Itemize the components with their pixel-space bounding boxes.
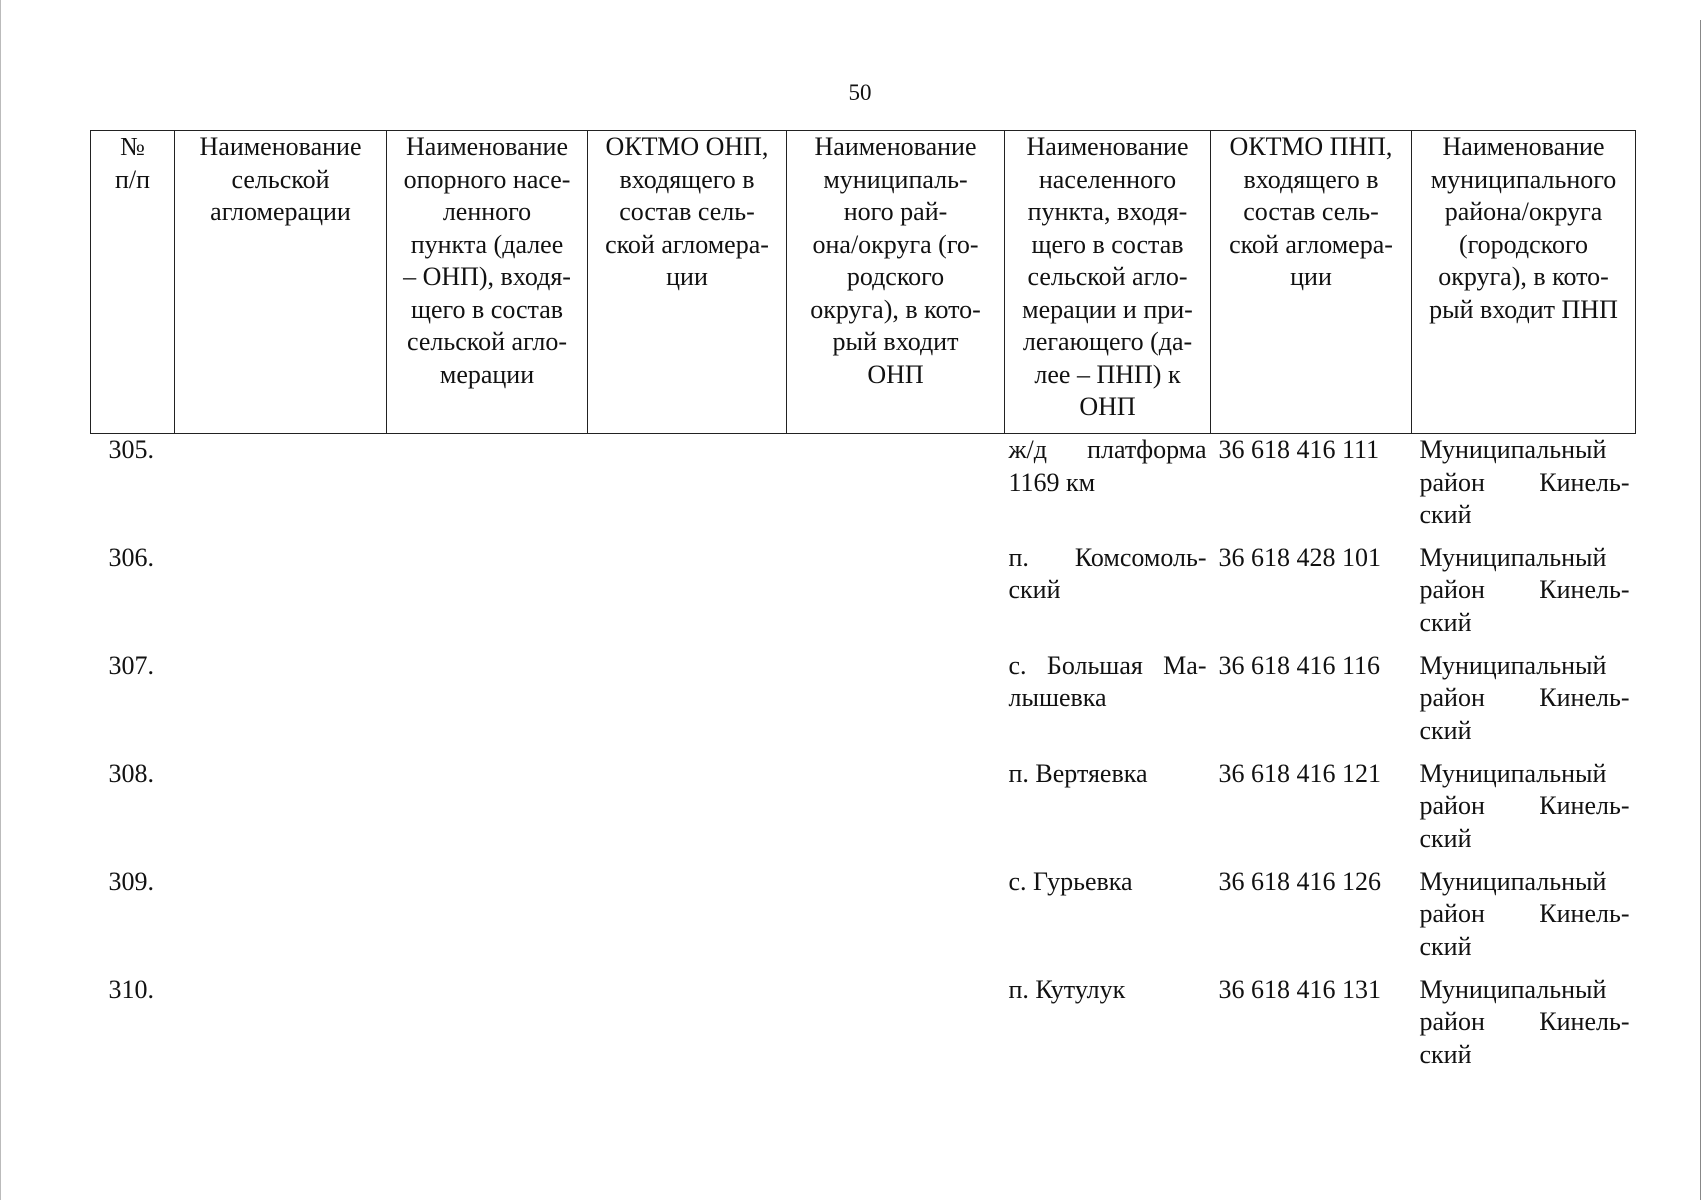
row-number: 309. [108,866,154,896]
header-oktmo-pnp [1211,131,1412,434]
agglomeration-table [90,130,1636,1074]
header-line: ской агломера- [1229,229,1393,259]
adjacent-settlement-cell: п. Вертяевка [1008,758,1148,788]
header-line: ОНП [867,359,924,389]
header-line: муниципального [1430,164,1617,194]
header-line: пункта, входя- [1027,197,1188,226]
header-line: округа), в кото- [810,294,981,324]
header-line: входящего в [1243,164,1379,194]
header-district-onp [787,131,1005,434]
district-onp-cell [787,434,1005,542]
header-line: ленного [442,197,532,226]
oktmo-pnp-cell: 36 618 428 101 [1218,542,1381,572]
oktmo-onp-cell [588,434,787,542]
base-settlement-cell [387,650,588,758]
header-adjacent-settlement-name [1005,131,1211,434]
agglomeration-name-cell [175,650,387,758]
row-number: 310. [108,974,154,1004]
header-line: населенного [1038,164,1177,194]
header-line: ции [666,262,708,291]
agglomeration-name-cell [175,974,387,1074]
agglomeration-name-cell [175,866,387,974]
header-line: ской агломера- [605,229,769,259]
header-line: лее – ПНП) к [1034,359,1181,389]
header-line: Наименование [1026,132,1189,161]
table-body [91,434,1636,1074]
scan-left-edge [0,0,1,1200]
header-line: Наименование [1442,132,1605,161]
header-line: пункта (далее [410,229,564,259]
header-line: сельской агло- [1027,262,1188,291]
adjacent-settlement-cell: п. Кутулук [1008,974,1126,1004]
header-line: п/п [114,164,151,194]
adjacent-settlement-cell: с. Большая Ма-лышевка [1008,650,1207,712]
table-row [91,758,1636,866]
oktmo-pnp-cell: 36 618 416 116 [1218,650,1381,680]
header-line: рый входит ПНП [1429,294,1618,324]
oktmo-onp-cell [588,866,787,974]
adjacent-settlement-cell: ж/д платформа 1169 км [1008,435,1207,497]
table-row [91,866,1636,974]
row-number: 305. [108,435,154,464]
table-header [91,131,1636,434]
adjacent-settlement-cell: с. Гурьевка [1008,866,1133,896]
header-line: ОКТМО ПНП, [1229,132,1393,161]
base-settlement-cell [387,434,588,542]
agglomeration-name-cell [175,434,387,542]
adjacent-settlement-cell: п. Комсомоль-ский [1008,542,1207,604]
header-line: Наименование [814,132,977,161]
row-number: 306. [108,542,154,572]
header-base-settlement-name [387,131,588,434]
header-line: – ОНП), входя- [403,262,571,291]
header-line: она/округа (го- [812,229,979,259]
oktmo-onp-cell [588,758,787,866]
base-settlement-cell [387,866,588,974]
header-line: состав сель- [1243,197,1379,226]
header-line: входящего в [619,164,755,194]
district-pnp-cell: Муниципальный район Кинель-ский [1419,650,1630,745]
base-settlement-cell [387,974,588,1074]
oktmo-onp-cell [588,542,787,650]
header-line: ного рай- [843,197,948,226]
header-line: муниципаль- [823,164,968,194]
header-line: агломерации [210,197,351,226]
oktmo-pnp-cell: 36 618 416 121 [1218,758,1381,788]
oktmo-pnp-cell: 36 618 416 111 [1218,435,1380,464]
district-onp-cell [787,542,1005,650]
header-line: рый входит [832,327,959,356]
table-row [91,974,1636,1074]
oktmo-onp-cell [588,650,787,758]
base-settlement-cell [387,542,588,650]
district-onp-cell [787,758,1005,866]
page-number: 50 [848,80,872,105]
header-line: округа), в кото- [1438,262,1609,291]
district-pnp-cell: Муниципальный район Кинель-ский [1419,974,1630,1069]
table-row [91,434,1636,542]
row-number: 308. [108,758,154,788]
header-line: ОКТМО ОНП, [605,132,769,161]
header-line: щего в состав [410,294,564,324]
base-settlement-cell [387,758,588,866]
header-row [91,131,1636,434]
district-pnp-cell: Муниципальный район Кинель-ский [1419,758,1630,853]
table-row [91,542,1636,650]
header-line: легающего (да- [1022,327,1193,356]
header-oktmo-onp [588,131,787,434]
oktmo-pnp-cell: 36 618 416 131 [1218,974,1381,1004]
header-line: опорного насе- [403,164,571,194]
header-agglomeration-name [175,131,387,434]
header-line: Наименование [199,132,362,161]
header-line: мерации [439,359,535,389]
district-pnp-cell: Муниципальный район Кинель-ский [1419,866,1630,961]
header-district-pnp [1412,131,1636,434]
district-pnp-cell: Муниципальный район Кинель-ский [1419,435,1630,529]
header-line: (городского [1458,229,1589,259]
header-number [91,131,175,434]
row-number: 307. [108,650,154,680]
header-line: состав сель- [619,197,755,226]
agglomeration-name-cell [175,542,387,650]
oktmo-pnp-cell: 36 618 416 126 [1218,866,1381,896]
header-line: ции [1290,262,1332,291]
header-line: Наименование [406,132,568,161]
oktmo-onp-cell [588,974,787,1074]
agglomeration-name-cell [175,758,387,866]
header-line: № [120,132,145,161]
header-line: района/округа [1444,197,1603,226]
header-line: мерации и при- [1022,294,1193,324]
district-onp-cell [787,974,1005,1074]
header-line: щего в состав [1031,229,1184,259]
scan-right-edge [1700,20,1701,1200]
district-onp-cell [787,866,1005,974]
header-line: сельской [231,164,330,194]
district-pnp-cell: Муниципальный район Кинель-ский [1419,542,1630,637]
district-onp-cell [787,650,1005,758]
header-line: сельской агло- [406,327,567,356]
header-line: ОНП [1079,392,1136,421]
header-line: родского [846,262,945,291]
table-row [91,650,1636,758]
